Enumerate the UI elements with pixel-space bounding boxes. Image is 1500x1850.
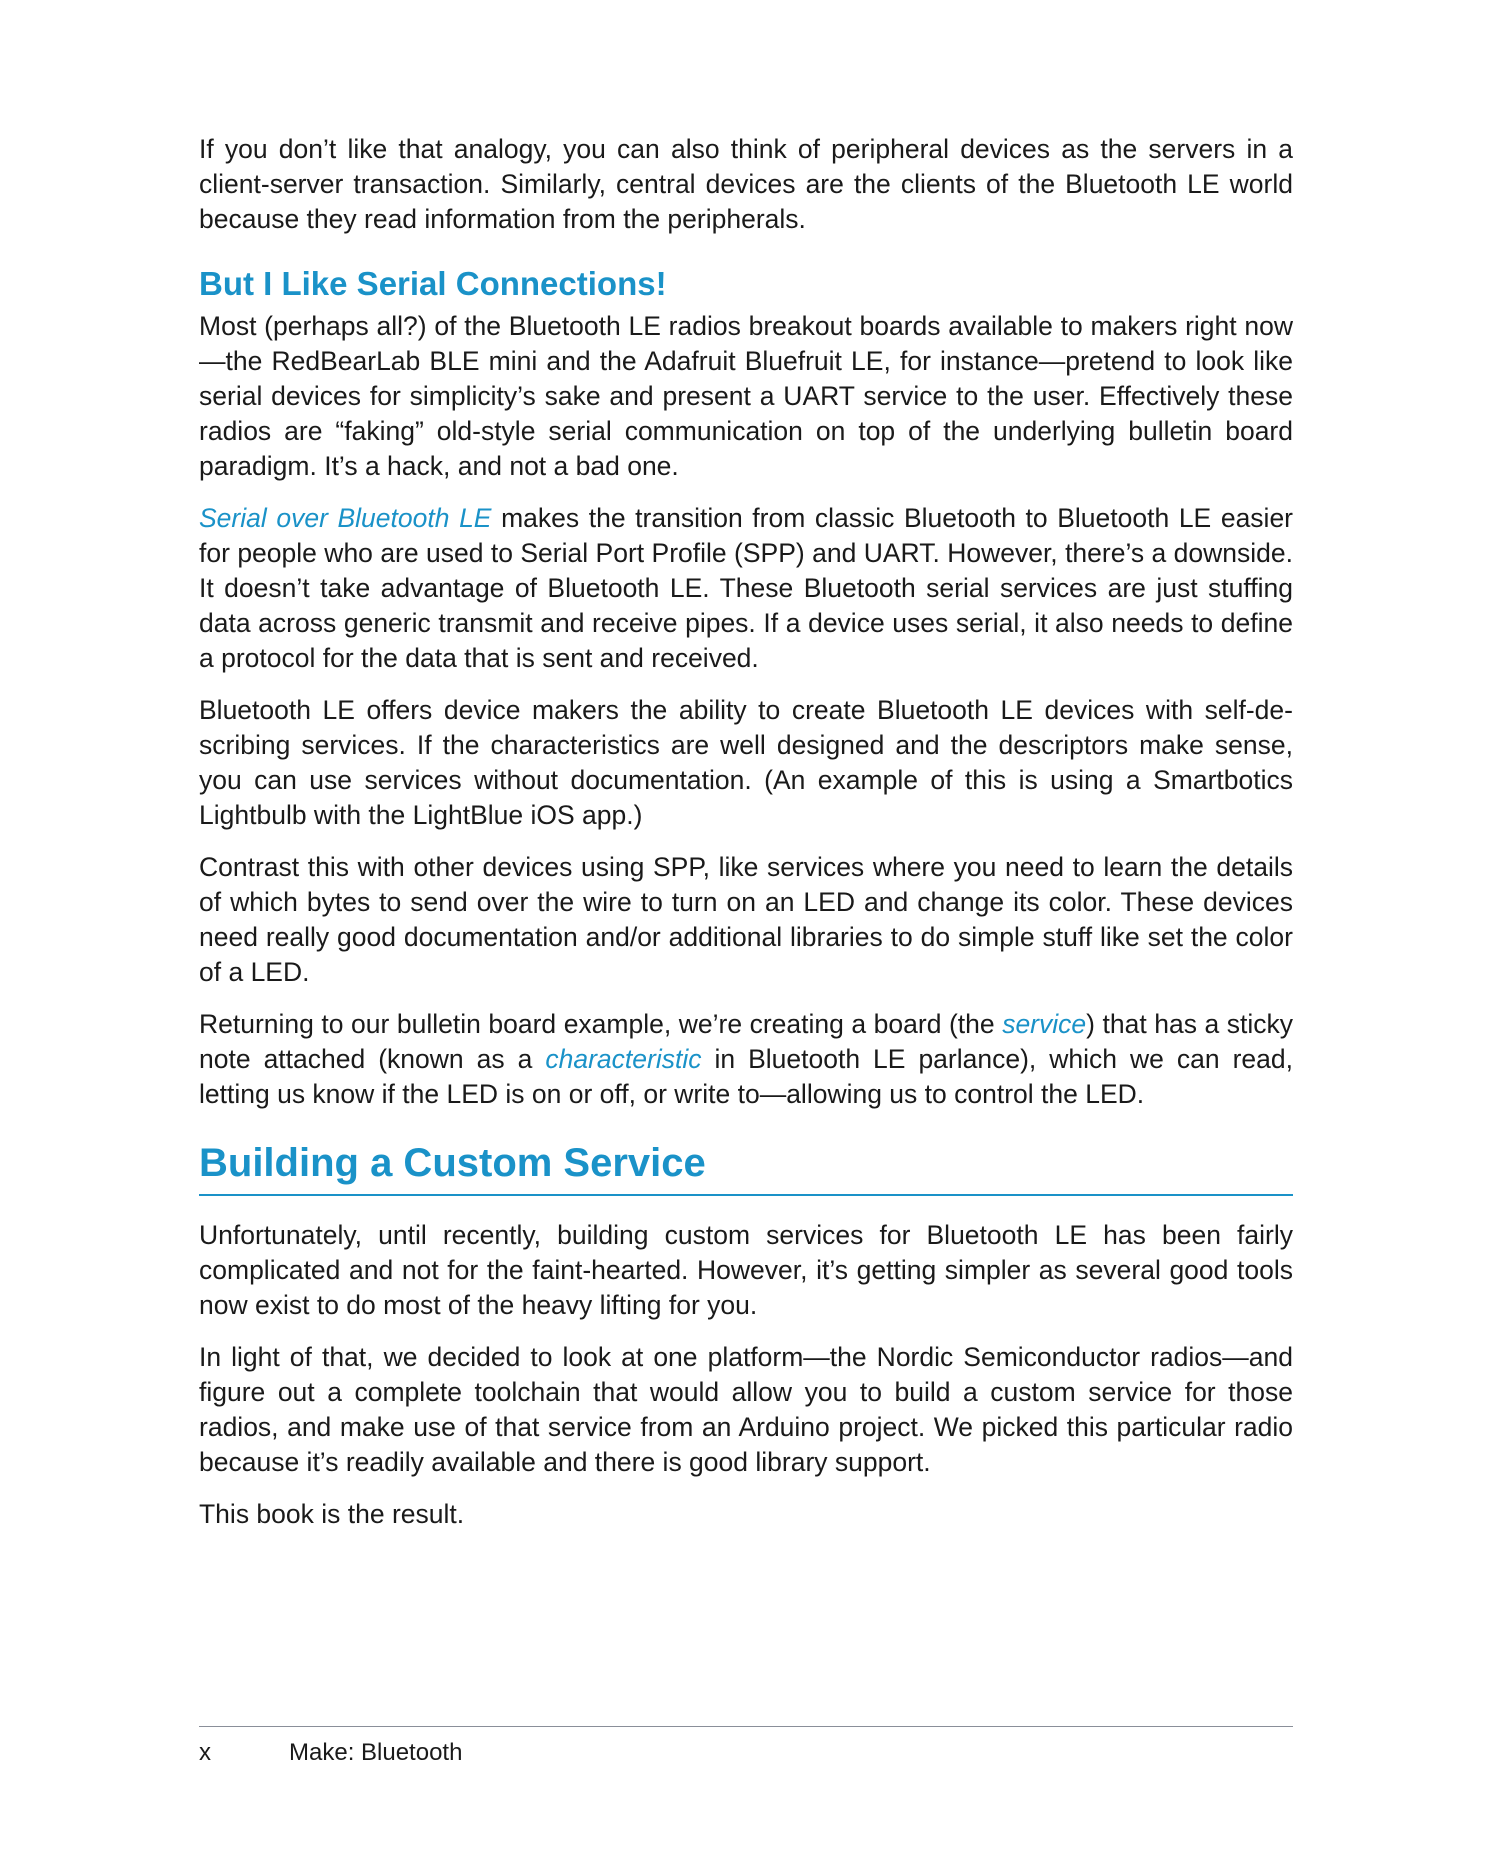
term-service: service (1002, 1009, 1087, 1039)
custom-paragraph-2: In light of that, we decided to look at one platform—the Nordic Semiconductor radios—and figure out a complete toolchain that would allow you to build a custom service for those radios, and make use of that service from an Arduino project. We picked this particular radio because it’s readily available and there is good library support. (199, 1342, 1293, 1477)
term-characteristic: characteristic (545, 1044, 702, 1074)
serial-paragraph-3: Bluetooth LE offers device makers the ability to create Bluetooth LE devices with self-describing services. If the characteristics are well designed and the descriptors make sense, you can use services without documentation. (An example of this is using a Smartbotics Lightbulb with the LightBlue iOS app.) (199, 695, 1293, 830)
serial-over-ble-link[interactable]: Serial over Bluetooth LE (199, 503, 492, 533)
serial-paragraph-4: Contrast this with other devices using SPP, like services where you need to learn the details of which bytes to send over the wire to turn on an LED and change its color. These devices need really good documentation and/or additional libraries to do simple stuff like set the color of a LED. (199, 852, 1293, 987)
serial-paragraph-5-text-c: in Bluetooth LE parlance), which we can read, letting us know if the LED is on or off, or write to—allowing us to control the LED. (199, 1044, 1293, 1109)
serial-paragraph-2-text: makes the transition from classic Bluetooth to Bluetooth LE easier for people who are used to Serial Port Profile (SPP) and UART. However, there’s a downside. It doesn’t take advantage of Bluetooth LE. These Bluetooth serial services are just stuffing data across generic transmit and receive pipes. If a device uses serial, it also needs to define a protocol for the data that is sent and received. (199, 503, 1294, 673)
intro-paragraph: If you don’t like that analogy, you can also think of peripheral devices as the servers in a client-server transaction. Similarly, central devices are the clients of the Bluetooth LE world because they read information from the peripherals. (199, 134, 1293, 234)
custom-paragraph-3: This book is the result. (199, 1499, 465, 1529)
section-heading-custom-service: Building a Custom Service (199, 1138, 1293, 1196)
serial-paragraph-5-text-a: Returning to our bulletin board example, we’re creating a board (the (199, 1009, 1003, 1039)
page-footer (199, 1726, 1293, 1767)
subsection-heading-serial: But I Like Serial Connections! (199, 265, 667, 302)
page-number: x (199, 1739, 211, 1766)
serial-paragraph-5-text-b: ) that has a sticky note attached (known as a (199, 1009, 1293, 1074)
running-title: Make: Bluetooth (289, 1739, 463, 1766)
serial-paragraph-1: Most (perhaps all?) of the Bluetooth LE radios breakout boards available to makers right now—the RedBearLab BLE mini and the Adafruit Bluefruit LE, for instance—pretend to look like serial devices for simplicity’s sake and present a UART service to the user. Effectively these radios are “faking” old-style serial communication on top of the underlying bulletin board paradigm. It’s a hack, and not a bad one. (199, 311, 1293, 481)
page-body (199, 132, 1293, 1532)
serial-paragraph-5 (199, 1007, 1293, 1112)
custom-paragraph-1: Unfortunately, until recently, building custom services for Bluetooth LE has been fairly complicated and not for the faint-hearted. However, it’s getting simpler as several good tools now exist to do most of the heavy lifting for you. (199, 1220, 1293, 1320)
serial-paragraph-2 (199, 501, 1293, 676)
